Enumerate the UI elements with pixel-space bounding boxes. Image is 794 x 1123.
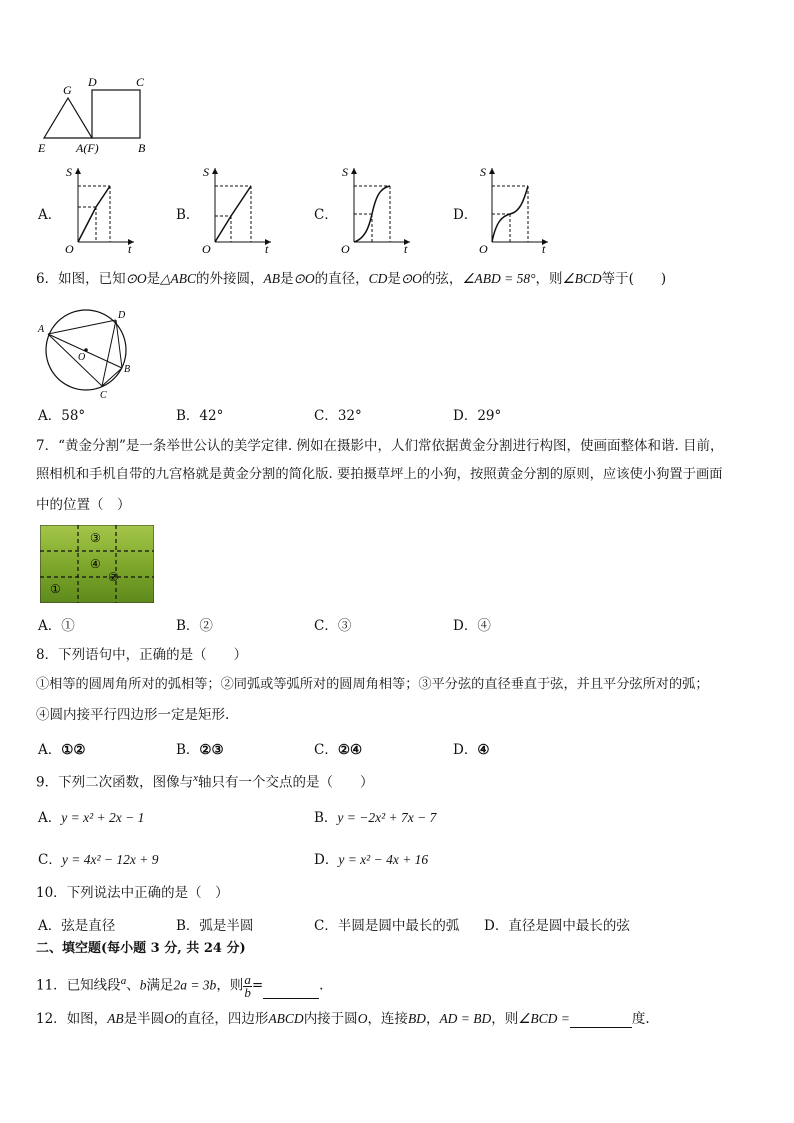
q7-option-b[interactable]: B．② [176, 618, 213, 634]
label-af: A(F) [76, 141, 99, 155]
axis-t: t [404, 242, 408, 254]
q6-option-a[interactable]: A．58° [38, 408, 86, 424]
label-d: D [118, 310, 126, 321]
q7-option-d[interactable]: D．④ [453, 618, 491, 634]
label-b: B [138, 141, 146, 155]
label-d: D [88, 75, 97, 89]
q8-option-a[interactable]: A．①② [38, 742, 86, 758]
q7-line-3: 中的位置（ ） [36, 497, 131, 513]
q11-answer-blank[interactable] [263, 984, 319, 999]
axis-s: S [480, 165, 486, 179]
q5-figure [30, 72, 160, 158]
q10-stem: 10．下列说法中正确的是（ ） [36, 885, 229, 901]
triangle-egf [44, 98, 92, 138]
q9-option-b[interactable]: B．y = −2x² + 7x − 7 [314, 810, 437, 826]
axis-s: S [66, 165, 72, 179]
q8-option-d[interactable]: D．④ [453, 742, 490, 758]
q7-line-2: 照相机和手机自带的九宫格就是黄金分割的简化版. 要拍摄草坪上的小狗，按照黄金分割的原则，应该使小狗置于画面 [36, 467, 723, 482]
axis-t: t [128, 242, 132, 254]
axis-s: S [203, 165, 209, 179]
q7-grass-grid-image [40, 525, 154, 603]
q12-stem: 12．如图，AB是半圆O的直径，四边形ABCD内接于圆O，连接BD，AD = BD，则∠BCD = 度. [36, 1011, 650, 1027]
q6-option-b[interactable]: B．42° [176, 408, 224, 424]
q7-line-1: 7．“黄金分割”是一条举世公认的美学定律. 例如在摄影中，人们常依据黄金分割进行构图，使画面整体和谐. 目前， [36, 438, 724, 454]
label-a: A [38, 324, 45, 335]
axis-o: O [479, 242, 488, 254]
q10-option-d[interactable]: D．直径是圆中最长的弦 [484, 918, 630, 934]
q10-option-b[interactable]: B．弧是半圆 [176, 918, 254, 934]
q8-option-c[interactable]: C．②④ [314, 742, 363, 758]
grid-mark-1: ① [50, 582, 61, 596]
q7-option-c[interactable]: C．③ [314, 618, 352, 634]
q11-stem: 11．已知线段$^a$、b满足2a = 3b，则 $\frac{a}{b}$ = . [36, 971, 324, 1000]
q5-graph-d[interactable] [472, 160, 552, 254]
axis-o: O [202, 242, 211, 254]
q9-option-c[interactable]: C．y = 4x² − 12x + 9 [38, 852, 159, 868]
q8-stem: 8．下列语句中，正确的是（ ） [36, 647, 248, 663]
q11-fraction: $\frac{a}{b}$ [244, 971, 251, 1000]
label-c: C [100, 390, 107, 400]
q5-graph-c[interactable] [334, 160, 414, 254]
q5-option-c-label: C． [314, 207, 338, 223]
grid-mark-2: ② [108, 570, 119, 584]
q10-option-a[interactable]: A．弦是直径 [38, 918, 116, 934]
q8-option-b[interactable]: B．②③ [176, 742, 224, 758]
label-o: O [78, 352, 86, 363]
axis-o: O [65, 242, 74, 254]
square-abcd [92, 90, 140, 138]
label-g: G [63, 83, 72, 97]
q6-option-c[interactable]: C．32° [314, 408, 362, 424]
label-b: B [124, 364, 131, 375]
q5-graph-a[interactable] [58, 160, 138, 254]
section-2-title: 二、填空题(每小题 3 分, 共 24 分) [36, 941, 246, 956]
q8-statements-line-1: ①相等的圆周角所对的弧相等；②同弧或等弧所对的圆周角相等；③平分弦的直径垂直于弦，并且平分弦所对的弧； [36, 677, 709, 692]
q9-option-d[interactable]: D．y = x² − 4x + 16 [314, 852, 429, 868]
axis-s: S [342, 165, 348, 179]
q6-circle-figure [34, 302, 140, 400]
grid-mark-3: ③ [90, 531, 101, 545]
axis-t: t [542, 242, 546, 254]
q5-option-b-label: B． [176, 207, 200, 223]
label-e: E [38, 141, 46, 155]
q5-graph-b[interactable] [195, 160, 275, 254]
q9-stem: 9．下列二次函数，图像与$^x$轴只有一个交点的是（ ） [36, 772, 374, 791]
axis-t: t [265, 242, 269, 254]
q10-option-c[interactable]: C．半圆是圆中最长的弧 [314, 918, 460, 934]
q8-statements-line-2: ④圆内接平行四边形一定是矩形. [36, 707, 230, 723]
grid-mark-4: ④ [90, 557, 101, 571]
axis-o: O [341, 242, 350, 254]
q5-option-d-label: D． [453, 207, 478, 223]
q7-option-a[interactable]: A．① [38, 618, 75, 634]
q5-option-a-label: A． [38, 207, 62, 223]
q12-answer-blank[interactable] [570, 1013, 632, 1028]
q9-option-a[interactable]: A．y = x² + 2x − 1 [38, 810, 145, 826]
q6-option-d[interactable]: D．29° [453, 408, 502, 424]
q6-stem: 6．如图，已知⊙O是△ABC的外接圆，AB是⊙O的直径，CD是⊙O的弦，∠ABD = 58°，则∠BCD等于( ) [36, 271, 667, 287]
label-c: C [136, 75, 145, 89]
